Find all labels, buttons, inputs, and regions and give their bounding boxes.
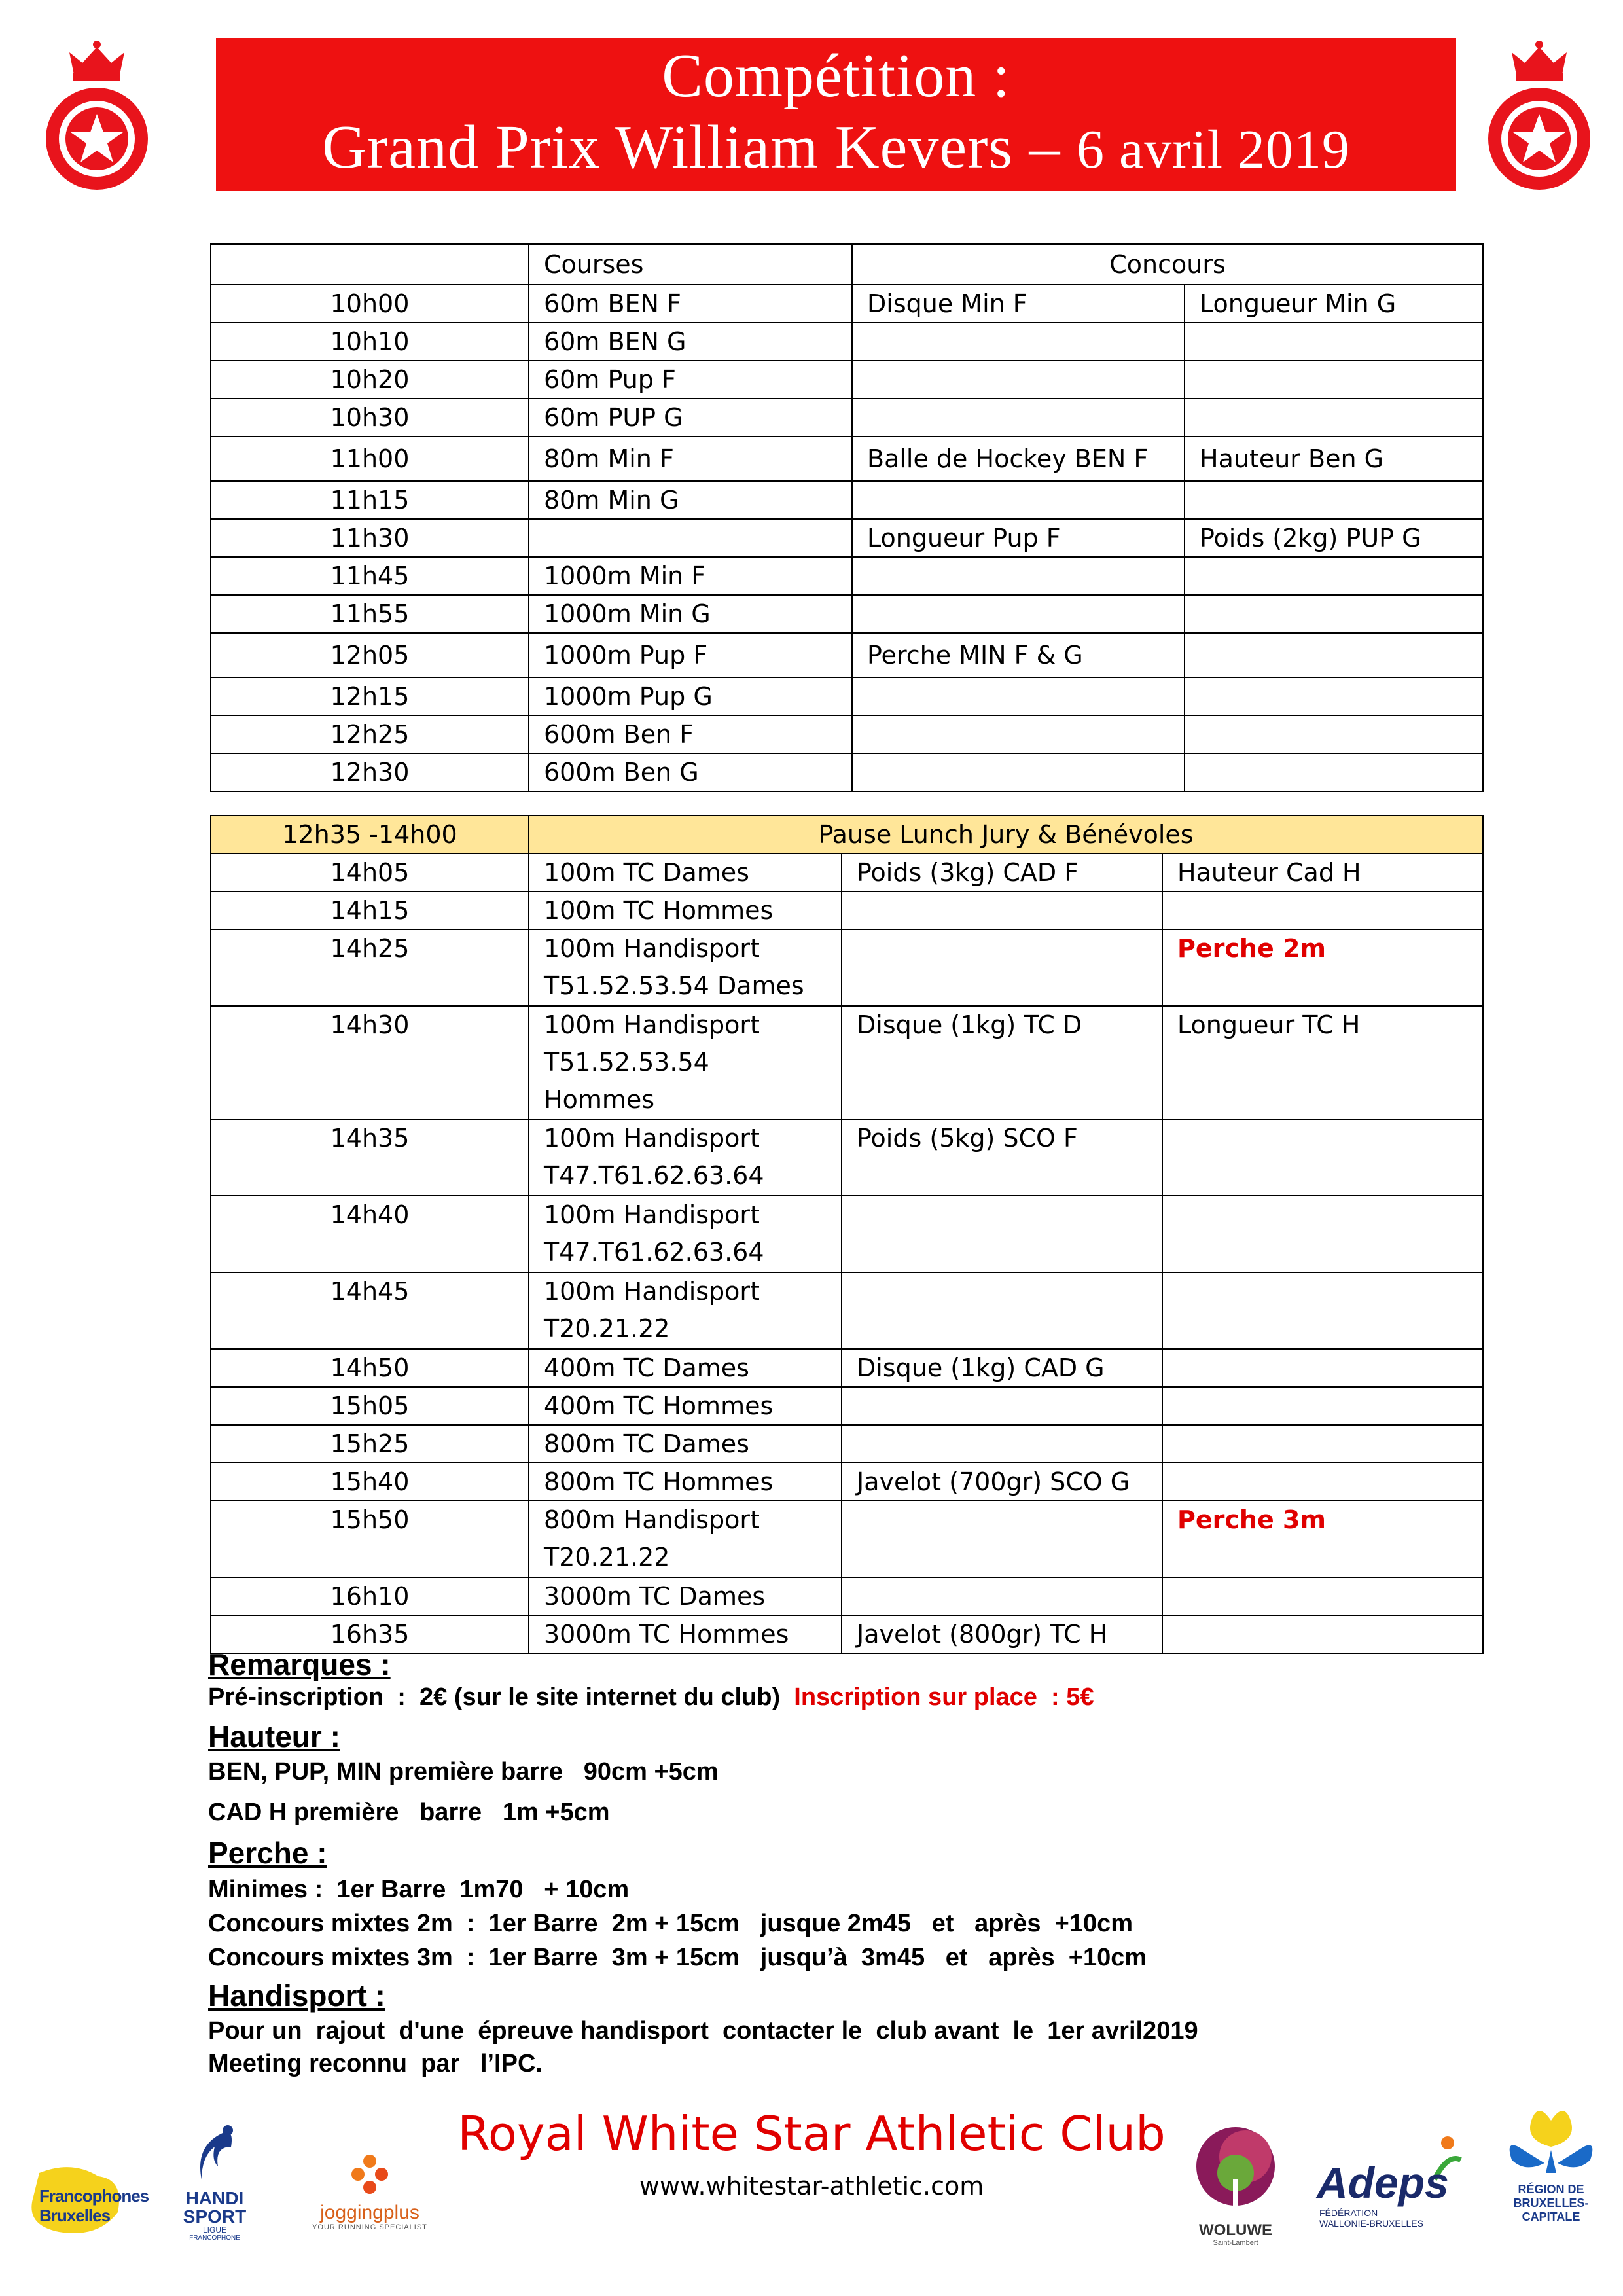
row-concours-1: Poids (5kg) SCO F xyxy=(842,1119,1162,1196)
row-time: 15h25 xyxy=(211,1425,529,1463)
row-concours-2 xyxy=(1185,595,1483,633)
woluwe-tree-icon xyxy=(1193,2121,1278,2219)
row-concours-2: Hauteur Cad H xyxy=(1162,853,1483,891)
left-logo xyxy=(38,34,156,194)
table-row xyxy=(211,1501,1483,1577)
row-course xyxy=(529,1425,842,1463)
row-course xyxy=(529,1272,842,1349)
row-time: 11h30 xyxy=(211,519,529,557)
row-concours-2 xyxy=(1185,715,1483,753)
table-row xyxy=(211,1463,1483,1501)
row-concours-1: Disque (1kg) TC D xyxy=(842,1006,1162,1119)
handisport-heading: Handisport : xyxy=(208,1979,385,2013)
row-concours-1: Poids (3kg) CAD F xyxy=(842,853,1162,891)
row-concours-2 xyxy=(1162,1349,1483,1387)
row-concours-1 xyxy=(842,1501,1162,1577)
row-time: 14h50 xyxy=(211,1349,529,1387)
row-course-line1: 100m TC Hommes xyxy=(544,896,774,925)
row-concours-2 xyxy=(1162,1425,1483,1463)
row-course: 80m Min G xyxy=(529,481,852,519)
row-time: 12h15 xyxy=(211,677,529,715)
table-row xyxy=(211,361,1483,399)
row-course xyxy=(529,1615,842,1653)
table-row xyxy=(211,677,1483,715)
pause-label: Pause Lunch Jury & Bénévoles xyxy=(529,816,1483,853)
woluwe-l1: WOLUWE xyxy=(1199,2221,1272,2239)
row-course: 600m Ben G xyxy=(529,753,852,791)
row-course xyxy=(529,1387,842,1425)
table-row xyxy=(211,399,1483,437)
table-row xyxy=(211,1387,1483,1425)
row-concours-1: Javelot (800gr) TC H xyxy=(842,1615,1162,1653)
adeps-logo xyxy=(1317,2134,1474,2245)
handisport-l4: FRANCOPHONE xyxy=(189,2234,240,2242)
row-concours-2 xyxy=(1162,891,1483,929)
joggingplus-cross-icon xyxy=(344,2153,396,2199)
preinscription-line xyxy=(208,1683,1094,1712)
row-course-line1: 100m TC Dames xyxy=(544,858,749,887)
title-banner xyxy=(216,38,1456,191)
row-concours-1 xyxy=(842,1387,1162,1425)
row-course-line1: 400m TC Hommes xyxy=(544,1391,774,1420)
row-course: 60m BEN G xyxy=(529,323,852,361)
region-logo xyxy=(1499,2101,1603,2251)
row-time: 14h25 xyxy=(211,929,529,1006)
row-time: 14h40 xyxy=(211,1196,529,1272)
row-concours-1 xyxy=(852,361,1185,399)
row-concours-2 xyxy=(1185,481,1483,519)
row-course-line1: 800m TC Hommes xyxy=(544,1467,774,1496)
row-course xyxy=(529,1463,842,1501)
table-row xyxy=(211,1196,1483,1272)
row-course-line2: T20.21.22 xyxy=(544,1314,670,1343)
table-row xyxy=(211,1577,1483,1615)
row-concours-1 xyxy=(842,1196,1162,1272)
table-row xyxy=(211,891,1483,929)
row-time: 14h35 xyxy=(211,1119,529,1196)
row-concours-2 xyxy=(1162,1463,1483,1501)
row-course-line1: 800m TC Dames xyxy=(544,1429,749,1458)
row-time: 15h50 xyxy=(211,1501,529,1577)
row-concours-2 xyxy=(1162,1387,1483,1425)
row-time: 11h00 xyxy=(211,437,529,481)
table-row xyxy=(211,437,1483,481)
adeps-l3: WALLONIE-BRUXELLES xyxy=(1319,2218,1423,2229)
row-concours-1 xyxy=(842,1577,1162,1615)
row-concours-1 xyxy=(852,753,1185,791)
region-l1: RÉGION DE xyxy=(1518,2183,1584,2196)
row-concours-1 xyxy=(852,481,1185,519)
preinscription-text: Pré-inscription : 2€ (sur le site internet du club) xyxy=(208,1683,794,1711)
row-course: 600m Ben F xyxy=(529,715,852,753)
row-concours-1 xyxy=(842,929,1162,1006)
row-course xyxy=(529,1196,842,1272)
francophones-logo xyxy=(20,2160,151,2245)
row-concours-1: Javelot (700gr) SCO G xyxy=(842,1463,1162,1501)
row-time: 11h15 xyxy=(211,481,529,519)
row-time: 10h30 xyxy=(211,399,529,437)
row-course xyxy=(529,929,842,1006)
schedule-table-afternoon xyxy=(210,815,1484,1654)
table-row xyxy=(211,853,1483,891)
row-concours-1: Longueur Pup F xyxy=(852,519,1185,557)
row-course: 60m PUP G xyxy=(529,399,852,437)
row-concours-2 xyxy=(1185,677,1483,715)
row-time: 10h10 xyxy=(211,323,529,361)
table-row xyxy=(211,633,1483,677)
region-l2: BRUXELLES- xyxy=(1513,2197,1589,2210)
woluwe-l2: Saint-Lambert xyxy=(1213,2239,1258,2247)
joggingplus-l2: YOUR RUNNING SPECIALIST xyxy=(312,2223,427,2231)
row-concours-2 xyxy=(1185,323,1483,361)
row-concours-2: Longueur Min G xyxy=(1185,285,1483,323)
row-time: 12h25 xyxy=(211,715,529,753)
row-time: 14h15 xyxy=(211,891,529,929)
row-concours-2 xyxy=(1185,361,1483,399)
row-time: 10h20 xyxy=(211,361,529,399)
row-concours-1 xyxy=(852,399,1185,437)
table-row xyxy=(211,1006,1483,1119)
table-row xyxy=(211,715,1483,753)
table-row xyxy=(211,1615,1483,1653)
row-course xyxy=(529,853,842,891)
row-time: 12h05 xyxy=(211,633,529,677)
row-course xyxy=(529,1577,842,1615)
row-course: 60m Pup F xyxy=(529,361,852,399)
table-row xyxy=(211,519,1483,557)
row-time: 12h30 xyxy=(211,753,529,791)
title-date: 6 avril 2019 xyxy=(1076,119,1350,180)
table-row xyxy=(211,323,1483,361)
handisport-line1: Pour un rajout d'une épreuve handisport contacter le club avant le 1er avril2019 xyxy=(208,2017,1198,2045)
francophones-label: Francophones Bruxelles xyxy=(39,2186,149,2225)
schedule-afternoon xyxy=(211,816,1483,1653)
table-row xyxy=(211,929,1483,1006)
row-time: 11h55 xyxy=(211,595,529,633)
table-row xyxy=(211,1425,1483,1463)
handisport-l3: LIGUE xyxy=(202,2225,226,2234)
row-time: 15h40 xyxy=(211,1463,529,1501)
row-time: 15h05 xyxy=(211,1387,529,1425)
table-row xyxy=(211,1349,1483,1387)
row-time: 16h10 xyxy=(211,1577,529,1615)
pause-row xyxy=(211,816,1483,853)
row-course-line1: 100m Handisport xyxy=(544,934,760,963)
crown-icon xyxy=(69,41,124,81)
row-course xyxy=(529,1006,842,1119)
row-concours-2: Perche 2m xyxy=(1162,929,1483,1006)
handisport-line2: Meeting reconnu par l’IPC. xyxy=(208,2050,543,2077)
table-row xyxy=(211,1272,1483,1349)
perche-line1: Minimes : 1er Barre 1m70 + 10cm xyxy=(208,1876,630,1903)
row-concours-2 xyxy=(1162,1615,1483,1653)
row-course-line1: 3000m TC Hommes xyxy=(544,1620,789,1649)
row-course-line2: T20.21.22 xyxy=(544,1543,670,1571)
hauteur-heading: Hauteur : xyxy=(208,1719,340,1753)
handisport-l1: HANDI xyxy=(185,2188,244,2208)
table-row xyxy=(211,557,1483,595)
perche-line2: Concours mixtes 2m : 1er Barre 2m + 15cm jusque 2m45 et après +10cm xyxy=(208,1910,1133,1937)
row-concours-1 xyxy=(852,595,1185,633)
row-course: 80m Min F xyxy=(529,437,852,481)
surplace-text: Inscription sur place : 5€ xyxy=(794,1683,1094,1711)
row-concours-1 xyxy=(842,891,1162,929)
header-time xyxy=(211,244,529,285)
row-course xyxy=(529,1119,842,1196)
schedule-morning xyxy=(211,244,1483,791)
row-course-line1: 3000m TC Dames xyxy=(544,1582,766,1611)
region-l3: CAPITALE xyxy=(1522,2210,1580,2223)
table-row xyxy=(211,1119,1483,1196)
row-time: 11h45 xyxy=(211,557,529,595)
row-time: 14h05 xyxy=(211,853,529,891)
row-course: 1000m Pup F xyxy=(529,633,852,677)
row-time: 10h00 xyxy=(211,285,529,323)
row-concours-2 xyxy=(1162,1119,1483,1196)
perche-line3: Concours mixtes 3m : 1er Barre 3m + 15cm jusqu’à 3m45 et après +10cm xyxy=(208,1944,1147,1971)
row-concours-2 xyxy=(1162,1272,1483,1349)
table-row xyxy=(211,481,1483,519)
row-time: 16h35 xyxy=(211,1615,529,1653)
row-concours-2 xyxy=(1162,1577,1483,1615)
row-course-line2: T47.T61.62.63.64 xyxy=(544,1161,764,1190)
table-header-row xyxy=(211,244,1483,285)
club-name: Royal White Star Athletic Club xyxy=(457,2106,1166,2161)
handisport-swirl-icon xyxy=(182,2121,247,2186)
schedule-table xyxy=(210,243,1484,792)
row-concours-2 xyxy=(1185,557,1483,595)
woluwe-logo xyxy=(1190,2121,1281,2258)
table-row xyxy=(211,285,1483,323)
row-course-line2: T51.52.53.54 Dames xyxy=(544,971,804,1000)
crown-icon xyxy=(1512,41,1567,81)
row-concours-1 xyxy=(852,323,1185,361)
header-courses: Courses xyxy=(529,244,852,285)
row-course-line1: 800m Handisport xyxy=(544,1505,760,1534)
row-course xyxy=(529,891,842,929)
row-course: 1000m Min F xyxy=(529,557,852,595)
adeps-l2: FÉDÉRATION xyxy=(1319,2208,1378,2218)
row-concours-2 xyxy=(1185,399,1483,437)
header-concours: Concours xyxy=(852,244,1483,285)
row-course-line1: 100m Handisport xyxy=(544,1011,760,1039)
pause-time: 12h35 -14h00 xyxy=(211,816,529,853)
row-course-line1: 100m Handisport xyxy=(544,1124,760,1153)
hauteur-line2: CAD H première barre 1m +5cm xyxy=(208,1799,610,1826)
row-course: 1000m Pup G xyxy=(529,677,852,715)
handisport-l2: SPORT xyxy=(183,2206,247,2227)
row-concours-2: Longueur TC H xyxy=(1162,1006,1483,1119)
title-line1: Compétition : xyxy=(662,42,1010,110)
remarks-heading: Remarques : xyxy=(208,1647,391,1681)
website-link[interactable]: www.whitestar-athletic.com xyxy=(639,2172,984,2200)
region-iris-icon xyxy=(1505,2101,1597,2179)
row-course-line2: T47.T61.62.63.64 xyxy=(544,1238,764,1266)
row-concours-1 xyxy=(852,557,1185,595)
row-course-line1: 100m Handisport xyxy=(544,1200,760,1229)
hauteur-line1: BEN, PUP, MIN première barre 90cm +5cm xyxy=(208,1758,719,1785)
perche-heading: Perche : xyxy=(208,1836,327,1870)
row-time: 14h45 xyxy=(211,1272,529,1349)
row-concours-1 xyxy=(852,677,1185,715)
row-concours-1: Disque (1kg) CAD G xyxy=(842,1349,1162,1387)
row-concours-2: Poids (2kg) PUP G xyxy=(1185,519,1483,557)
row-course xyxy=(529,1349,842,1387)
right-logo xyxy=(1480,34,1598,194)
title-event: Grand Prix William Kevers – xyxy=(322,113,1077,181)
adeps-l1: Adeps xyxy=(1317,2159,1449,2207)
row-course-line1: 100m Handisport xyxy=(544,1277,760,1306)
row-concours-2: Perche 3m xyxy=(1162,1501,1483,1577)
table-row xyxy=(211,753,1483,791)
row-concours-1 xyxy=(842,1425,1162,1463)
joggingplus-l1: joggingplus xyxy=(320,2202,419,2223)
table-row xyxy=(211,595,1483,633)
row-time: 14h30 xyxy=(211,1006,529,1119)
joggingplus-logo xyxy=(298,2153,442,2232)
row-course xyxy=(529,519,852,557)
row-course-line1: 400m TC Dames xyxy=(544,1354,749,1382)
row-concours-1: Perche MIN F & G xyxy=(852,633,1185,677)
title-line2 xyxy=(216,111,1456,186)
row-concours-1 xyxy=(842,1272,1162,1349)
row-concours-2: Hauteur Ben G xyxy=(1185,437,1483,481)
row-concours-2 xyxy=(1185,753,1483,791)
row-concours-1: Disque Min F xyxy=(852,285,1185,323)
row-concours-1: Balle de Hockey BEN F xyxy=(852,437,1185,481)
row-course-line2: T51.52.53.54 Hommes xyxy=(544,1048,709,1114)
row-concours-1 xyxy=(852,715,1185,753)
row-course: 60m BEN F xyxy=(529,285,852,323)
row-concours-2 xyxy=(1162,1196,1483,1272)
handisport-logo xyxy=(175,2121,254,2251)
row-course xyxy=(529,1501,842,1577)
row-course: 1000m Min G xyxy=(529,595,852,633)
row-concours-2 xyxy=(1185,633,1483,677)
